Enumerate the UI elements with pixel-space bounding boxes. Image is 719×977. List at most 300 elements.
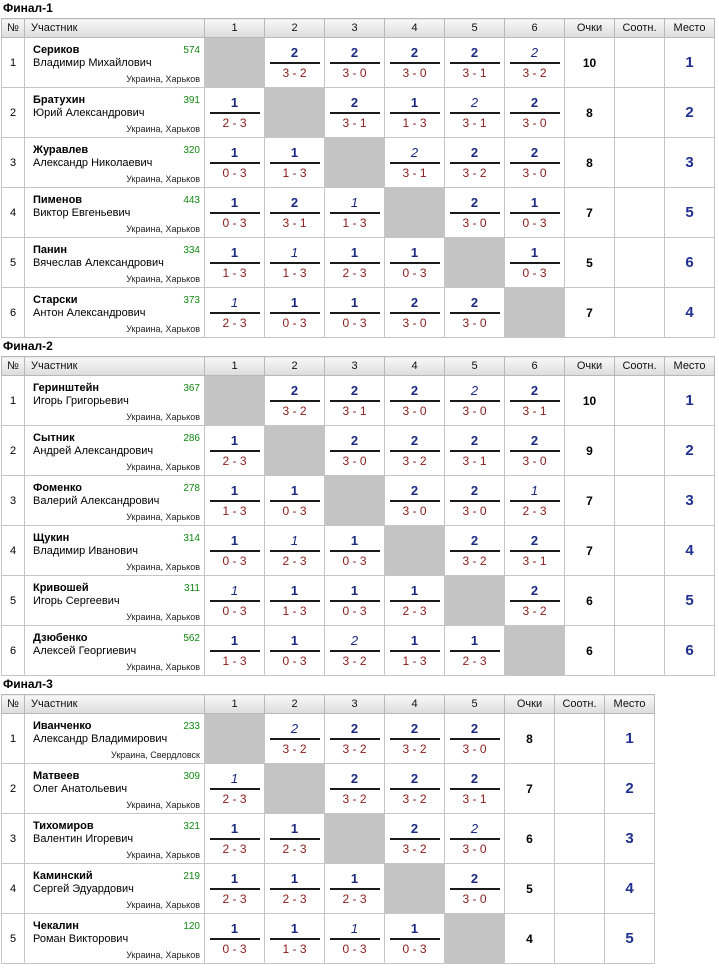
score-divider [450,550,500,552]
game-result-cell[interactable] [205,914,265,964]
game-score: 0 - 3 [222,215,247,230]
score-divider [270,650,320,652]
game-points: 2 [410,770,419,786]
game-result-cell[interactable] [325,88,385,138]
game-score: 2 - 3 [402,603,427,618]
participant-surname[interactable]: Панин [33,244,68,256]
game-result-cell[interactable] [445,526,505,576]
score-divider [450,788,500,790]
game-result-cell[interactable] [265,526,325,576]
game-points: 2 [470,432,479,448]
participant-surname[interactable]: Старски [33,294,78,306]
participant-first-name: Виктор Евгеньевич [33,207,131,219]
game-result-cell[interactable] [265,864,325,914]
col-header-points: Очки [505,695,555,714]
participant-first-name: Валентин Игоревич [33,833,134,845]
game-result-cell[interactable] [445,764,505,814]
participant-surname[interactable]: Тихомиров [33,820,94,832]
game-result-cell[interactable] [385,38,445,88]
score-divider [510,262,560,264]
game-result-cell[interactable] [205,238,265,288]
game-score: 0 - 3 [282,503,307,518]
game-score: 1 - 3 [282,941,307,956]
col-header-num: № [2,357,25,376]
game-score: 3 - 1 [342,115,367,130]
game-result-cell[interactable] [205,814,265,864]
game-points: 2 [470,382,479,398]
participant-city: Украина, Харьков [126,512,200,522]
game-score: 3 - 2 [342,653,367,668]
game-result-cell[interactable] [385,88,445,138]
game-result-cell[interactable] [205,426,265,476]
game-result-cell[interactable] [325,914,385,964]
score-divider [390,838,440,840]
final-place: 5 [605,914,655,964]
game-points: 1 [290,920,299,936]
game-points: 1 [290,582,299,598]
game-result-cell[interactable] [205,138,265,188]
participant-rating: 320 [183,145,200,156]
game-points: 1 [530,244,539,260]
game-result-cell[interactable] [325,764,385,814]
game-score: 3 - 0 [342,65,367,80]
game-points: 2 [350,432,359,448]
game-points: 1 [230,920,239,936]
participant-rating: 120 [183,921,200,932]
game-score: 3 - 2 [282,403,307,418]
participant-city: Украина, Харьков [126,950,200,960]
score-divider [270,938,320,940]
tournament-results [0,2,719,964]
participant-rating: 373 [183,295,200,306]
participant-first-name: Игорь Сергеевич [33,595,120,607]
col-header-place: Место [665,19,715,38]
col-header-ratio: Соотн. [615,19,665,38]
ratio-cell [615,188,665,238]
score-divider [330,788,380,790]
game-result-cell[interactable] [445,814,505,864]
participant-surname[interactable]: Дзюбенко [33,632,88,644]
game-score: 3 - 1 [522,553,547,568]
game-result-cell[interactable] [325,626,385,676]
game-points: 1 [230,432,239,448]
game-score: 3 - 2 [342,791,367,806]
game-score: 2 - 3 [282,553,307,568]
game-result-cell[interactable] [265,714,325,764]
table-row [2,138,715,188]
row-number: 2 [2,426,25,476]
game-result-cell[interactable] [505,38,565,88]
game-result-cell[interactable] [445,864,505,914]
score-divider [450,738,500,740]
game-result-cell[interactable] [385,376,445,426]
game-points: 1 [350,294,359,310]
score-divider [510,500,560,502]
col-header-opponent: 5 [445,19,505,38]
game-result-cell[interactable] [205,88,265,138]
game-result-cell[interactable] [205,864,265,914]
game-score: 2 - 3 [282,891,307,906]
participant-cell [25,476,205,526]
self-game-cell [445,914,505,964]
game-result-cell[interactable] [205,626,265,676]
game-result-cell[interactable] [385,714,445,764]
game-result-cell[interactable] [505,238,565,288]
game-score: 3 - 2 [402,453,427,468]
game-result-cell[interactable] [385,288,445,338]
game-score: 3 - 0 [462,315,487,330]
game-score: 3 - 1 [522,403,547,418]
game-points: 1 [350,582,359,598]
self-game-cell [205,376,265,426]
self-game-cell [325,476,385,526]
game-result-cell[interactable] [265,914,325,964]
col-header-opponent: 4 [385,695,445,714]
score-divider [390,162,440,164]
score-divider [390,262,440,264]
participant-first-name: Игорь Григорьевич [33,395,129,407]
game-result-cell[interactable] [505,376,565,426]
game-result-cell[interactable] [325,188,385,238]
game-result-cell[interactable] [385,626,445,676]
game-score: 1 - 3 [402,653,427,668]
participant-surname[interactable]: Геринштейн [33,382,99,394]
col-header-opponent: 1 [205,357,265,376]
participant-surname[interactable]: Иванченко [33,720,92,732]
score-divider [390,312,440,314]
participant-city: Украина, Харьков [126,124,200,134]
game-result-cell[interactable] [505,576,565,626]
game-score: 0 - 3 [522,215,547,230]
score-divider [450,838,500,840]
game-score: 3 - 2 [462,165,487,180]
game-result-cell[interactable] [325,864,385,914]
game-result-cell[interactable] [385,238,445,288]
table-row [2,864,655,914]
game-points: 2 [470,94,479,110]
score-divider [450,212,500,214]
game-result-cell[interactable] [205,526,265,576]
participant-surname[interactable]: Щукин [33,532,70,544]
row-number: 1 [2,376,25,426]
col-header-num: № [2,19,25,38]
game-result-cell[interactable] [325,714,385,764]
row-number: 1 [2,38,25,88]
game-points: 1 [230,194,239,210]
score-divider [330,62,380,64]
game-result-cell[interactable] [325,526,385,576]
participant-surname[interactable]: Каминский [33,870,93,882]
score-divider [270,888,320,890]
game-points: 2 [290,194,299,210]
self-game-cell [505,288,565,338]
participant-city: Украина, Харьков [126,900,200,910]
participant-first-name: Антон Александрович [33,307,146,319]
participant-surname[interactable]: Журавлев [33,144,89,156]
game-points: 1 [350,870,359,886]
game-points: 2 [470,482,479,498]
game-points: 1 [350,532,359,548]
col-header-opponent: 3 [325,695,385,714]
game-points: 1 [470,632,479,648]
game-score: 0 - 3 [402,265,427,280]
game-result-cell[interactable] [325,426,385,476]
game-points: 2 [410,144,419,160]
game-points: 2 [290,720,299,736]
participant-surname[interactable]: Братухин [33,94,86,106]
participant-surname[interactable]: Матвеев [33,770,80,782]
score-divider [330,550,380,552]
game-score: 3 - 2 [402,791,427,806]
final-place: 6 [665,238,715,288]
game-score: 3 - 0 [522,453,547,468]
game-result-cell[interactable] [505,426,565,476]
game-result-cell[interactable] [445,38,505,88]
participant-cell [25,38,205,88]
participant-surname[interactable]: Пименов [33,194,83,206]
game-score: 2 - 3 [342,891,367,906]
self-game-cell [205,38,265,88]
game-result-cell[interactable] [205,576,265,626]
game-score: 3 - 0 [522,165,547,180]
game-result-cell[interactable] [265,376,325,426]
score-divider [270,550,320,552]
game-score: 3 - 1 [402,165,427,180]
ratio-cell [555,914,605,964]
game-points: 2 [530,44,539,60]
table-row [2,476,715,526]
game-result-cell[interactable] [265,138,325,188]
game-result-cell[interactable] [505,526,565,576]
participant-city: Украина, Свердловск [111,750,200,760]
game-points: 1 [410,582,419,598]
self-game-cell [385,188,445,238]
participant-surname[interactable]: Фоменко [33,482,82,494]
game-result-cell[interactable] [445,714,505,764]
game-result-cell[interactable] [325,576,385,626]
game-score: 2 - 3 [222,841,247,856]
game-score: 3 - 0 [402,503,427,518]
game-result-cell[interactable] [445,426,505,476]
game-result-cell[interactable] [385,138,445,188]
game-points: 1 [290,244,299,260]
score-divider [510,600,560,602]
score-divider [510,212,560,214]
participant-city: Украина, Харьков [126,562,200,572]
game-score: 0 - 3 [342,315,367,330]
group-title: Финал-2 [3,339,53,353]
game-result-cell[interactable] [505,138,565,188]
final-place: 6 [665,626,715,676]
game-result-cell[interactable] [205,476,265,526]
ratio-cell [615,576,665,626]
table-row [2,914,655,964]
col-header-opponent: 3 [325,357,385,376]
col-header-opponent: 1 [205,19,265,38]
game-result-cell[interactable] [325,376,385,426]
participant-rating: 219 [183,871,200,882]
game-score: 0 - 3 [222,165,247,180]
total-points: 10 [565,376,615,426]
game-result-cell[interactable] [505,88,565,138]
game-score: 1 - 3 [402,115,427,130]
self-game-cell [385,526,445,576]
col-header-opponent: 3 [325,19,385,38]
game-points: 1 [410,632,419,648]
row-number: 2 [2,764,25,814]
game-result-cell[interactable] [205,188,265,238]
game-points: 2 [530,382,539,398]
game-points: 1 [290,144,299,160]
score-divider [330,650,380,652]
game-result-cell[interactable] [385,814,445,864]
self-game-cell [445,576,505,626]
total-points: 7 [565,476,615,526]
game-result-cell[interactable] [205,764,265,814]
total-points: 8 [565,138,615,188]
participant-city: Украина, Харьков [126,224,200,234]
score-divider [210,938,260,940]
participant-cell [25,188,205,238]
ratio-cell [615,626,665,676]
game-result-cell[interactable] [385,764,445,814]
game-points: 2 [350,44,359,60]
col-header-opponent: 6 [505,357,565,376]
game-points: 1 [230,582,239,598]
game-result-cell[interactable] [385,426,445,476]
ratio-cell [615,376,665,426]
table-row [2,376,715,426]
participant-surname[interactable]: Чекалин [33,920,79,932]
ratio-cell [615,88,665,138]
participant-rating: 334 [183,245,200,256]
final-place: 1 [665,38,715,88]
total-points: 8 [565,88,615,138]
participant-city: Украина, Харьков [126,800,200,810]
game-result-cell[interactable] [445,626,505,676]
total-points: 7 [565,188,615,238]
row-number: 5 [2,238,25,288]
game-result-cell[interactable] [445,88,505,138]
participant-rating: 321 [183,821,200,832]
game-score: 3 - 2 [282,741,307,756]
game-score: 2 - 3 [222,891,247,906]
game-result-cell[interactable] [445,288,505,338]
score-divider [450,62,500,64]
row-number: 6 [2,626,25,676]
game-points: 1 [290,532,299,548]
participant-rating: 286 [183,433,200,444]
game-result-cell[interactable] [265,288,325,338]
game-result-cell[interactable] [505,476,565,526]
game-result-cell[interactable] [265,476,325,526]
score-divider [450,312,500,314]
row-number: 6 [2,288,25,338]
participant-first-name: Юрий Александрович [33,107,145,119]
game-points: 1 [410,244,419,260]
game-points: 2 [470,294,479,310]
game-result-cell[interactable] [265,38,325,88]
score-divider [270,212,320,214]
row-number: 5 [2,576,25,626]
participant-rating: 574 [183,45,200,56]
game-result-cell[interactable] [265,814,325,864]
game-result-cell[interactable] [385,576,445,626]
self-game-cell [505,626,565,676]
game-result-cell[interactable] [265,188,325,238]
game-score: 0 - 3 [282,653,307,668]
total-points: 5 [505,864,555,914]
final-place: 1 [665,376,715,426]
score-divider [510,112,560,114]
participant-surname[interactable]: Сытник [33,432,75,444]
game-result-cell[interactable] [205,288,265,338]
game-result-cell[interactable] [445,188,505,238]
participant-rating: 233 [183,721,200,732]
game-result-cell[interactable] [505,188,565,238]
col-header-place: Место [605,695,655,714]
game-score: 2 - 3 [222,115,247,130]
game-result-cell[interactable] [325,288,385,338]
score-divider [510,62,560,64]
results-table [1,694,655,964]
game-points: 2 [410,720,419,736]
game-result-cell[interactable] [325,238,385,288]
game-result-cell[interactable] [385,476,445,526]
row-number: 4 [2,526,25,576]
game-points: 1 [530,482,539,498]
game-points: 1 [230,632,239,648]
game-result-cell[interactable] [265,576,325,626]
game-points: 2 [470,870,479,886]
game-score: 2 - 3 [222,791,247,806]
table-row [2,238,715,288]
score-divider [390,938,440,940]
game-score: 0 - 3 [222,553,247,568]
game-result-cell[interactable] [385,914,445,964]
participant-first-name: Андрей Александрович [33,445,154,457]
game-result-cell[interactable] [265,626,325,676]
col-header-opponent: 5 [445,357,505,376]
game-result-cell[interactable] [265,238,325,288]
col-header-opponent: 2 [265,19,325,38]
participant-rating: 443 [183,195,200,206]
col-header-opponent: 2 [265,357,325,376]
game-score: 3 - 0 [402,315,427,330]
game-result-cell[interactable] [445,138,505,188]
final-place: 4 [605,864,655,914]
col-header-participant: Участник [25,357,205,376]
ratio-cell [615,426,665,476]
game-score: 0 - 3 [522,265,547,280]
game-score: 3 - 2 [342,741,367,756]
score-divider [210,212,260,214]
score-divider [270,838,320,840]
table-row [2,764,655,814]
ratio-cell [615,476,665,526]
game-score: 3 - 2 [522,603,547,618]
game-result-cell[interactable] [445,376,505,426]
game-result-cell[interactable] [445,476,505,526]
game-score: 3 - 0 [462,503,487,518]
game-score: 3 - 0 [462,403,487,418]
game-result-cell[interactable] [325,38,385,88]
game-points: 2 [470,194,479,210]
participant-surname[interactable]: Кривошей [33,582,89,594]
group-title: Финал-3 [3,677,53,691]
participant-first-name: Алексей Георгиевич [33,645,137,657]
participant-surname[interactable]: Сериков [33,44,80,56]
